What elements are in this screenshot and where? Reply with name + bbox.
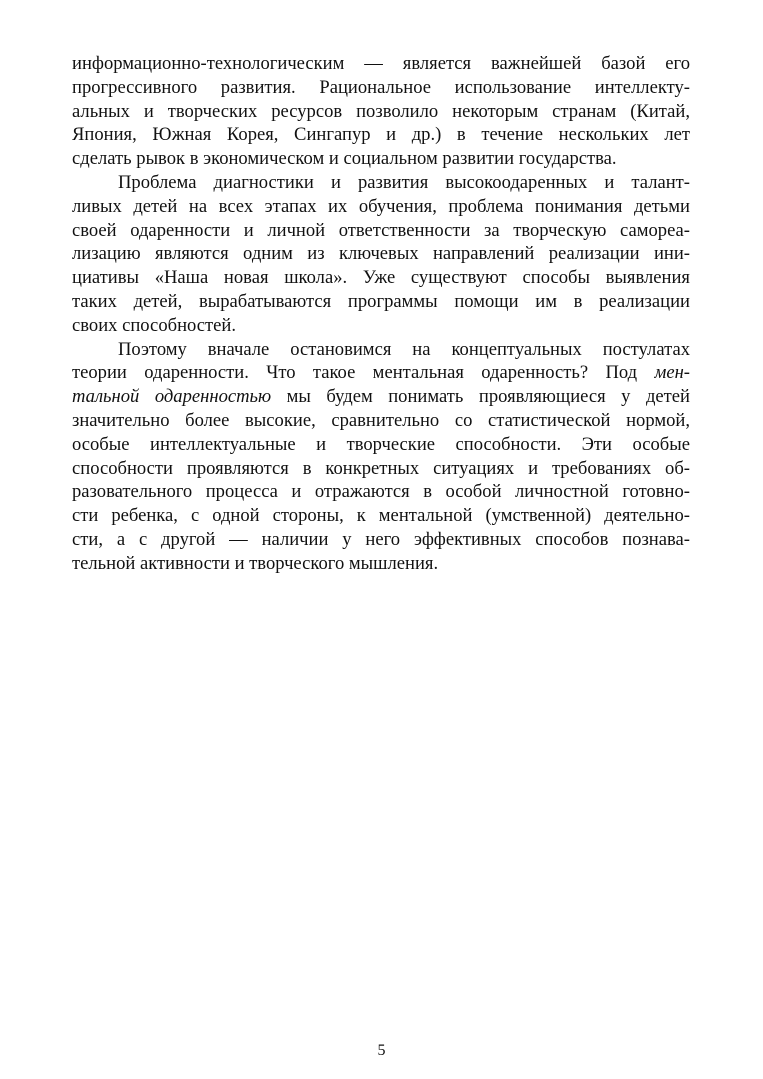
text-line: сти ребенка, с одной стороны, к ментальной (умственной) деятельно-	[72, 505, 690, 527]
text-line: способности проявляются в конкретных ситуациях и требованиях об-	[72, 457, 690, 479]
paragraph-2	[72, 171, 690, 338]
text-line: своих способностей.	[72, 314, 237, 336]
text-line: циативы «Наша новая школа». Уже существуют способы выявления	[72, 267, 690, 289]
text-line: таких детей, вырабатываются программы помощи им в реализации	[72, 290, 690, 312]
italic-term: мен-	[654, 362, 690, 384]
text-line: особые интеллектуальные и творческие способности. Эти особые	[72, 433, 690, 455]
text-run: теории одаренности. Что такое ментальная одаренность? Под	[72, 362, 655, 384]
text-line: альных и творческих ресурсов позволило некоторым странам (Китай,	[72, 100, 690, 122]
text-line: разовательного процесса и отражаются в особой личностной готовно-	[72, 481, 690, 503]
text-line: своей одаренности и личной ответственности за творческую самореа-	[72, 219, 690, 241]
paragraph-1	[72, 52, 690, 171]
text-line	[72, 385, 690, 409]
text-line: информационно-технологическим — является важнейшей базой его	[72, 53, 690, 74]
text-line: значительно более высокие, сравнительно со статистической нормой,	[72, 409, 690, 431]
paragraph-3	[72, 338, 690, 576]
text-line: сделать рывок в экономическом и социальном развитии государства.	[72, 148, 617, 170]
text-line: Япония, Южная Корея, Сингапур и др.) в течение нескольких лет	[72, 124, 690, 146]
text-line: лизацию являются одним из ключевых направлений реализации ини-	[72, 243, 690, 265]
page-body	[72, 52, 690, 576]
text-line: Проблема диагностики и развития высокоодаренных и талант-	[118, 171, 690, 193]
page-number: 5	[377, 1042, 386, 1059]
italic-term: тальной одаренностью	[72, 386, 272, 408]
text-run: мы будем понимать проявляющиеся у детей	[271, 386, 690, 408]
text-line: тельной активности и творческого мышления.	[72, 552, 439, 574]
text-line: сти, а с другой — наличии у него эффективных способов познава-	[72, 528, 690, 550]
text-line	[72, 361, 690, 385]
text-line: Поэтому вначале остановимся на концептуальных постулатах	[118, 338, 690, 360]
text-line: ливых детей на всех этапах их обучения, проблема понимания детьми	[72, 195, 690, 217]
text-line: прогрессивного развития. Рациональное использование интеллекту-	[72, 76, 690, 98]
